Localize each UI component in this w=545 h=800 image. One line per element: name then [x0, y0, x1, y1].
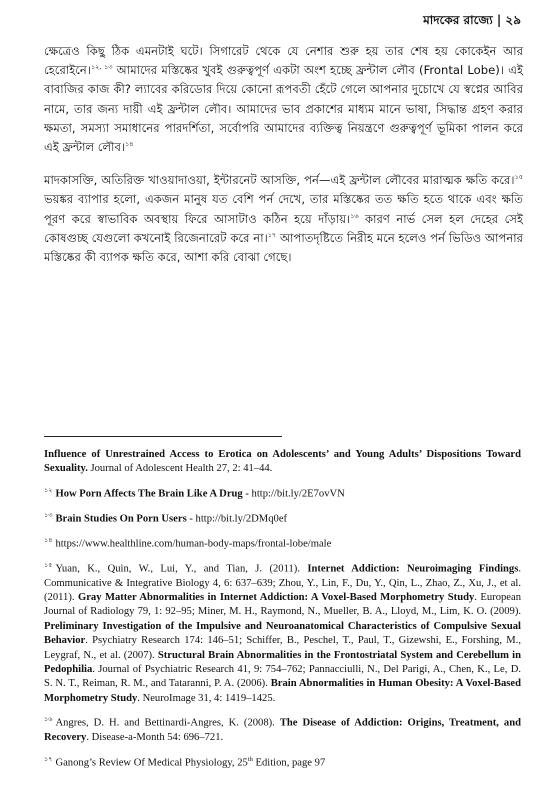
main-text — [44, 42, 523, 281]
footnote-text: Angres, D. H. and Bettinardi-Angres, K. (2008). — [55, 717, 280, 729]
footnote-13 — [44, 509, 521, 527]
text-run: ক্ষেত্রেও কিছু ঠিক এমনটাই ঘটে। সিগারেট থেকে যে নেশার শুরু হয় তার শেষ হয় কোকেইন আর হেরোইনে। — [44, 44, 523, 78]
footnote-text: . European Journal of Radiology 79, 1: 92–95; Miner, M. H., Raymond, N., Mueller, B. A., Lloyd, M., Lim, K. O. (2009). — [44, 591, 521, 618]
text-run: আমাদের মস্তিষ্কের খুবই গুরুত্বপূর্ণ একটা অংশ হচ্ছে ফ্রন্টাল লৌব (Frontal Lobe)। এই বাবাজির কাজ কী? ল্যাবের করিডোর দিয়ে কোনো রূপবতী হেঁটে গেলে আপনার দুচোখে যে স্বপ্নের আবির নামে, তার জন্য দায়ী এই ফ্রন্টাল লৌব। আমাদের ভাব প্রকাশের মাধ্যম মানে ভাষা, সিদ্ধান্ত গ্রহণ করার ক্ষমতা, সমস্যা সমাধানের পারদর্শিতা, সর্বোপরি আমাদের ব্যক্তিত্ব নিয়ন্ত্রণে গুরুত্বপূর্ণ ভূমিকা পালন করে এই ফ্রন্টাল লৌব। — [44, 63, 523, 155]
footnote-ref: ১৬ — [350, 211, 359, 220]
running-header: মাদকের রাজ্যে | ২৯ — [423, 13, 521, 27]
footnote-17 — [44, 753, 521, 771]
footnote-15 — [44, 559, 521, 707]
footnote-14 — [44, 534, 521, 552]
footnote-text: Ganong’s Review Of Medical Physiology, 25 — [55, 757, 248, 769]
ordinal-suffix: th — [247, 755, 253, 763]
footnote-ref: ১৪ — [125, 140, 134, 149]
footnote-text: . Communicative & Integrative Biology 4, 6: 637–639; Zhou, Y., Lin, F., Du, Y., Qin, L., Zhao, Z., Xu, J., et al. (2011). — [44, 563, 521, 603]
footnote-title: Internet Addiction: Neuroimaging Findings — [307, 563, 519, 575]
footnote-text: . Psychiatry Research 174: 146–51; Schiffer, B., Peschel, T., Paul, T., Gizewshi, E., Forshing, M., Leygraf, N., et al. (2007). — [44, 635, 521, 661]
footnote-ref: ১৭ — [267, 230, 277, 239]
footnote-link[interactable]: http://bit.ly/2E7ovVN — [248, 488, 345, 500]
footnote-ref: ১২, ১৩ — [90, 63, 113, 72]
footnote-marker: ১৬ — [44, 716, 53, 724]
footnote-continued — [44, 448, 521, 477]
footnote-title: The Disease of Addiction: Origins, Treatment, and Recovery — [44, 717, 522, 744]
footnote-text: . NeuroImage 31, 4: 1419–1425. — [137, 692, 276, 704]
footnote-16 — [44, 713, 521, 745]
footnote-title: How Porn Affects The Brain Like A Drug - — [55, 488, 249, 500]
footnote-title: Brain Abnormalities in Human Obesity: A Voxel-Based Morphometry Study — [44, 678, 521, 704]
footnote-title: Influence of Unrestrained Access to Erotica on Adolescents’ and Young Adults’ Dispositions Toward Sexuality. — [44, 449, 521, 475]
text-run: ভয়ঙ্কর ব্যাপার হলো, একজন মানুষ যত বেশি পর্ন দেখে, তার মস্তিষ্কের তত ক্ষতি হতে থাকে এবং ক্ষতি পূরণ করে স্বাভাবিক অবস্থায় ফিরে আসাটাও কঠিন হয়ে দাঁড়ায়। — [44, 192, 523, 226]
footnote-text: . Journal of Psychiatric Research 41, 9: 754–762; Pannacciulli, N., Del Parigi, A., Chen, K., Le, D. S. N. T., Reiman, R. M., and Tataranni, P. A. (2006). — [44, 664, 521, 690]
footnote-link[interactable]: http://bit.ly/2DMq0ef — [192, 513, 288, 525]
footnotes — [44, 448, 521, 778]
footnote-marker: ১৫ — [44, 561, 53, 569]
footnote-text: . Disease-a-Month 54: 696–721. — [86, 732, 224, 744]
paragraph-1 — [44, 42, 523, 157]
footnote-text: Yuan, K., Quin, W., Lui, Y., and Tian, J. (2011). — [55, 563, 308, 575]
footnote-title: Gray Matter Abnormalities in Internet Addiction: A Voxel-Based Morphometry Study — [77, 591, 475, 603]
footnote-marker: ১৪ — [44, 536, 53, 544]
footnote-link[interactable]: https://www.healthline.com/human-body-maps/frontal-lobe/male — [55, 538, 332, 550]
footnote-marker: ১৩ — [44, 511, 53, 519]
footnote-ref: ১৫ — [514, 173, 523, 182]
paragraph-2 — [44, 171, 523, 267]
footnote-12 — [44, 484, 521, 502]
footnote-divider — [44, 436, 282, 437]
footnote-text: Journal of Adolescent Health 27, 2: 41–44. — [87, 463, 273, 475]
footnote-text: Edition, page 97 — [252, 757, 326, 769]
footnote-marker: ১৭ — [44, 755, 53, 763]
footnote-title: Brain Studies On Porn Users - — [55, 513, 193, 525]
footnote-title: Structural Brain Abnormalities in the Frontostriatal System and Cerebellum in Pedophilia — [44, 649, 521, 675]
text-run: আপাতদৃষ্টিতে নিরীহ মনে হলেও পর্ন ভিডিও আপনার মস্তিষ্কের কী ব্যাপক ক্ষতি করে, আশা করি বোঝা গেছে। — [44, 230, 523, 265]
footnote-title: Preliminary Investigation of the Impulsive and Neuroanatomical Characteristics of Compulsive Sexual Behavior — [44, 620, 521, 647]
text-run: মাদকাসক্তি, অতিরিক্ত খাওয়াদাওয়া, ইন্টারনেট আসক্তি, পর্ন—এই ফ্রন্টাল লৌবের মারাত্মক ক্ষতি করে। — [44, 173, 515, 188]
footnote-marker: ১২ — [44, 486, 53, 494]
text-run: কারণ নার্ভ সেল হল দেহের সেই কোষগুচ্ছ যেগুলো কখনোই রিজেনারেট করে না। — [44, 211, 523, 245]
